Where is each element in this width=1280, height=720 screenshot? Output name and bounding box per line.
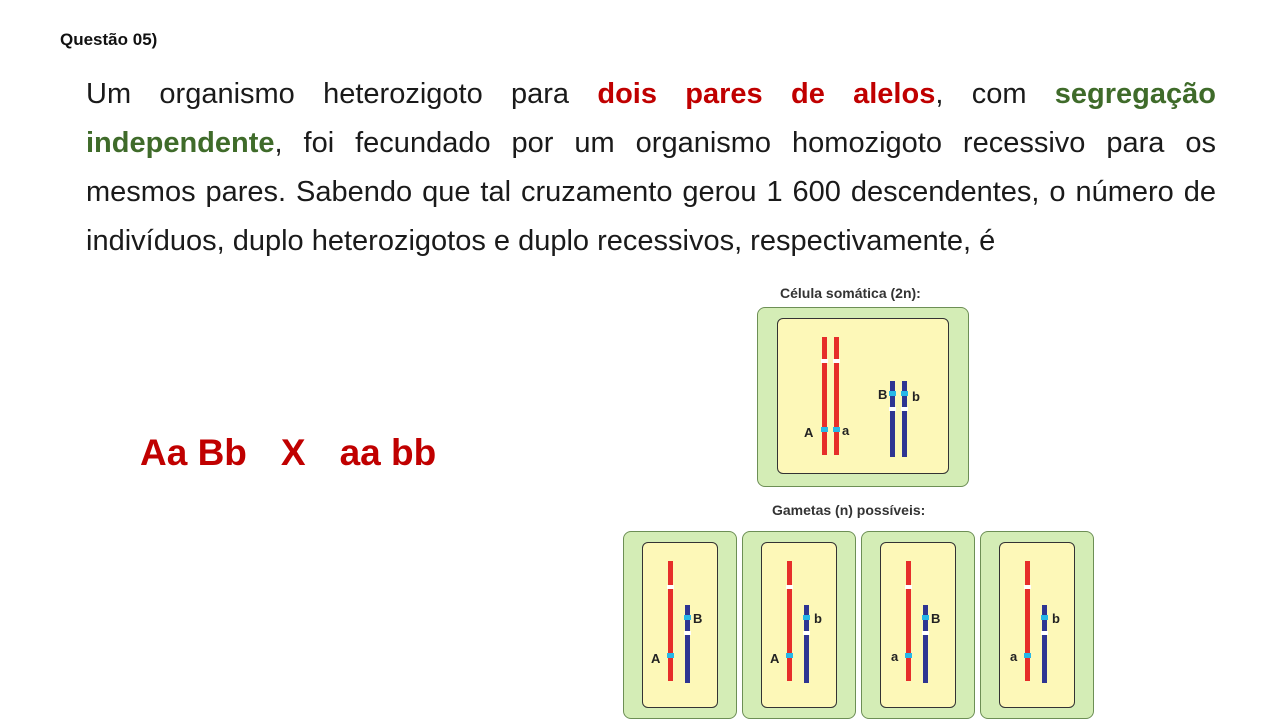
allele-band-b [901,391,908,396]
gamete-2-chromosomes [762,543,836,707]
centromere-band [833,359,840,363]
gamete-inner-1 [642,542,718,708]
centromere-band [901,407,908,411]
text-part-3: , foi fecundado por um organismo homozigoto recessivo para os mesmos pares. Sabendo que tal cruzamento gerou 1 600 descendentes, o número de indivíduos, duplo heterozigotos e duplo recessivos, respectivamente, é [86,127,1216,257]
allele-label-A: A [804,425,814,440]
gamete-3-allele2: B [931,611,941,626]
highlight-segregacao: segregação independente [86,78,1216,159]
gamete-1-chromosomes [643,543,717,707]
gamete-4-allele1: a [1010,649,1018,664]
gamete-4-allele2: b [1052,611,1060,626]
parent1-genotype: Aa Bb [140,432,247,473]
allele-band-A [821,427,828,432]
allele-band-B [889,391,896,396]
somatic-cell-inner [777,318,949,474]
highlight-dois-pares: dois pares de alelos [597,78,936,110]
gamete-cell-4 [980,531,1094,719]
cross-symbol: X [280,432,306,473]
gamete-2-allele2: b [814,611,822,626]
text-part-2: , com [935,78,1055,110]
gamete-1-allele1: A [651,651,661,666]
gamete-inner-2 [761,542,837,708]
question-text [86,70,1216,266]
gamete-cell-3 [861,531,975,719]
gamete-cell-1 [623,531,737,719]
question-label: Questão 05) [60,30,158,49]
gamete-1-allele2: B [693,611,703,626]
gamete-inner-4 [999,542,1075,708]
red-chromosome-right [834,337,839,455]
somatic-cell-outer [757,307,969,487]
parent2-genotype: aa bb [339,432,437,473]
centromere-band [889,407,896,411]
red-chromosome-left [822,337,827,455]
gamete-inner-3 [880,542,956,708]
gamete-3-chromosomes [881,543,955,707]
somatic-chromosomes [778,319,948,473]
allele-label-B: B [878,387,888,402]
allele-label-b: b [912,389,920,404]
allele-label-a: a [842,423,850,438]
gamete-3-allele1: a [891,649,899,664]
somatic-cell-title: Célula somática (2n): [780,285,921,301]
text-part-1: Um organismo heterozigoto para [86,78,598,110]
centromere-band [821,359,828,363]
allele-band-a [833,427,840,432]
genetic-cross [140,432,436,474]
gametes-title: Gametas (n) possíveis: [772,502,926,518]
gamete-cell-2 [742,531,856,719]
gamete-4-chromosomes [1000,543,1074,707]
gamete-2-allele1: A [770,651,780,666]
